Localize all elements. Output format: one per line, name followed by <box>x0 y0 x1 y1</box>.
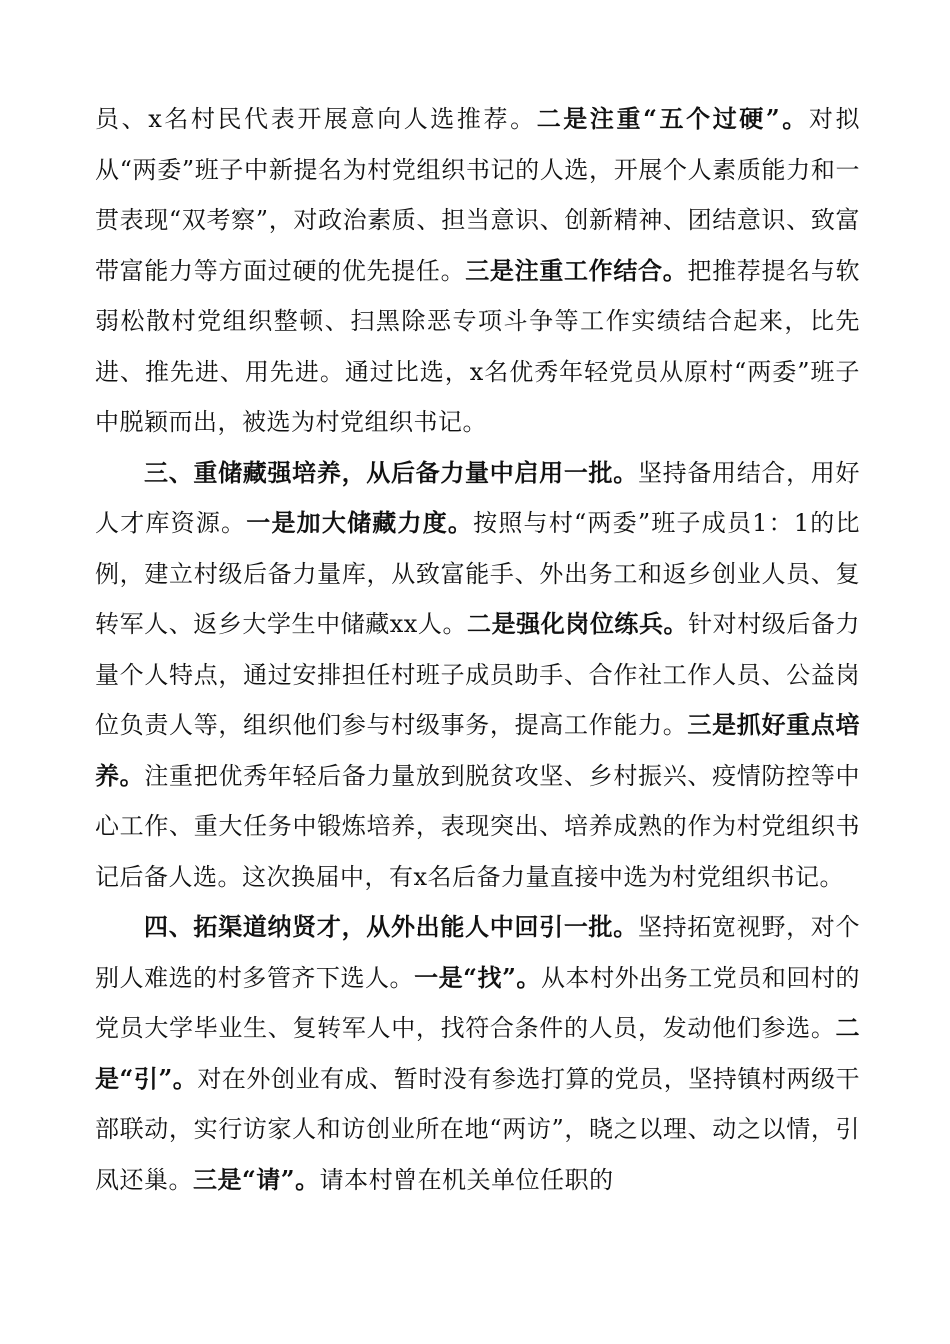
bold-heading: 三是抓好重点培养。 <box>95 710 861 790</box>
section-heading: 四、拓渠道纳贤才，从外出能人中回引一批。 <box>144 912 638 941</box>
text-run: 请本村曾在机关单位任职的 <box>319 1165 614 1194</box>
bold-heading: 二是强化岗位练兵。 <box>467 609 689 638</box>
text-run: 员、x名村民代表开展意向人选推荐。 <box>95 105 537 133</box>
text-run: 注重把优秀年轻后备力量放到脱贫攻坚、乡村振兴、疫情防控等中心工作、重大任务中锻炼培养，表现突出、培养成熟的作为村党组织书记后备人选。这次换届中，有x名后备力量直接中选为村党组织书记。 <box>95 761 861 891</box>
bold-heading: 二是“引”。 <box>95 1013 860 1093</box>
paragraph-2 <box>95 448 860 903</box>
text-run: 坚持备用结合，用好人才库资源。 <box>95 458 861 537</box>
bold-heading: 一是加大储藏力度。 <box>246 508 474 537</box>
paragraph-1 <box>95 94 860 448</box>
bold-heading: 一是“找”。 <box>414 962 541 992</box>
bold-heading: 二是注重“五个过硬”。 <box>536 104 809 133</box>
text-run: 按照与村“两委”班子成员1：1的比例，建立村级后备力量库，从致富能手、外出务工和返乡创业人员、复转军人、返乡大学生中储藏xx人。 <box>95 509 861 638</box>
paragraph-3 <box>95 902 860 1205</box>
bold-heading: 三是“请”。 <box>193 1164 320 1194</box>
text-run: 从本村外出务工党员和回村的党员大学毕业生、复转军人中，找符合条件的人员，发动他们参选。 <box>95 963 861 1042</box>
text-run: 对拟从“两委”班子中新提名为村党组织书记的人选，开展个人素质能力和一贯表现“双考察”，对政治素质、担当意识、创新精神、团结意识、致富带富能力等方面过硬的优先提任。 <box>95 105 860 285</box>
document-body <box>95 94 860 1205</box>
text-run: 把推荐提名与软弱松散村党组织整顿、扫黑除恶专项斗争等工作实绩结合起来，比先进、推先进、用先进。通过比选，x名优秀年轻党员从原村“两委”班子中脱颖而出，被选为村党组织书记。 <box>95 256 861 436</box>
section-heading: 三、重储藏强培养，从后备力量中启用一批。 <box>144 457 638 487</box>
text-run: 对在外创业有成、暂时没有参选打算的党员，坚持镇村两级干部联动，实行访家人和访创业所在地“两访”，晓之以理、动之以情，引凤还巢。 <box>95 1064 861 1194</box>
bold-heading: 三是注重工作结合。 <box>465 255 688 285</box>
text-run: 针对村级后备力量个人特点，通过安排担任村班子成员助手、合作社工作人员、公益岗位负责人等，组织他们参与村级事务，提高工作能力。 <box>95 610 860 739</box>
text-run: 坚持拓宽视野，对个别人难选的村多管齐下选人。 <box>95 913 861 992</box>
